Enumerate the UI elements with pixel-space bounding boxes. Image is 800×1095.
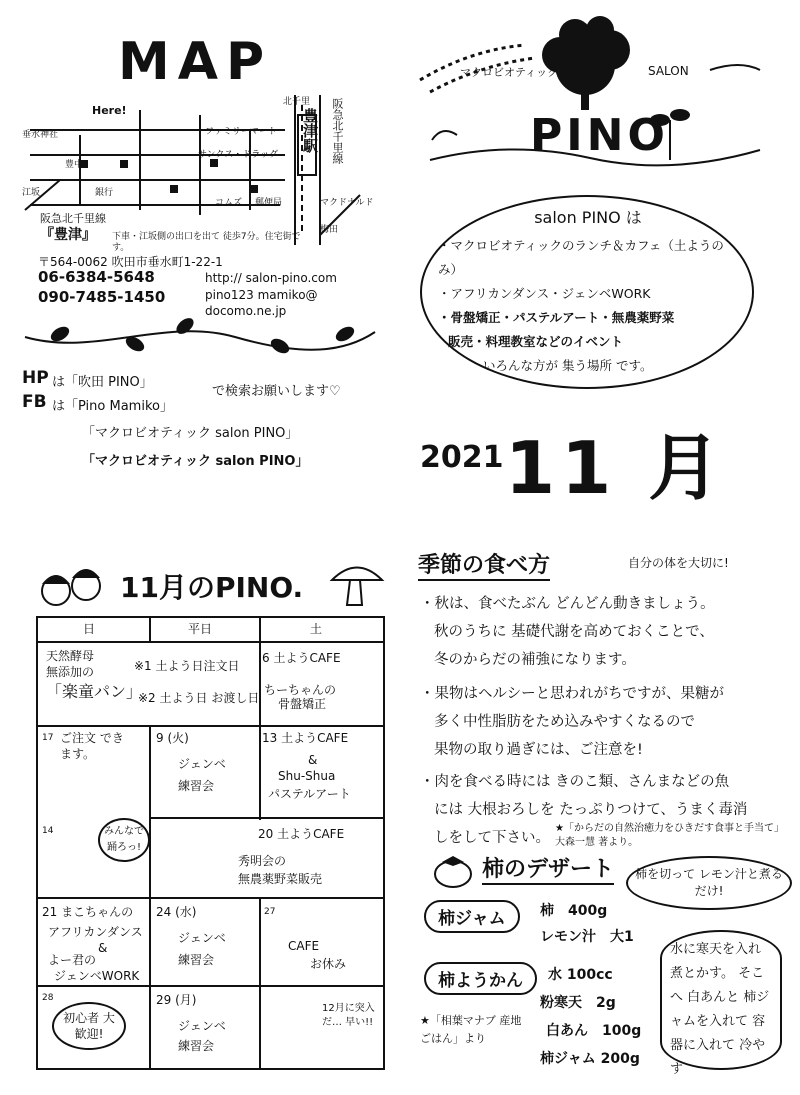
season-p3-line: しをして下さい。: [434, 830, 550, 846]
day-17: 17: [42, 733, 54, 743]
season-p1-line: ・秋は、食べたぶん どんどん動きましょう。: [420, 596, 715, 612]
season-p3-line: ・肉を食べる時には きのこ類、さんまなどの魚: [420, 774, 730, 790]
yokan-ingredient: 粉寒天 2g: [540, 995, 616, 1011]
day-20: 20 土ようCAFE: [258, 827, 345, 841]
yokan-ingredient: 柿ジャム 200g: [540, 1051, 640, 1067]
intro-heading: salon PINO は: [534, 208, 642, 227]
dessert-title: 柿のデザート: [482, 852, 614, 885]
day-21-line3: &: [98, 941, 108, 955]
address: 〒564-0062 吹田市垂水町1-22-1: [38, 255, 223, 269]
season-p3-line: には 大根おろしを たっぷりつけて、うまく毒消: [434, 802, 748, 818]
map-label: ファミリーマート: [205, 127, 277, 137]
map-label: 郵便局: [255, 198, 283, 208]
day-24-line2: ジェンベ: [178, 931, 226, 945]
map-label: 北千里: [283, 97, 311, 107]
calendar-grid: [36, 616, 385, 1070]
day-28-bubble: 初心者 大歓迎!: [52, 1002, 126, 1050]
day-14-bubble: みんなで 踊ろっ!: [98, 818, 150, 862]
day-9: 9 (火): [156, 731, 189, 745]
order-day-2: ※2 土よう日 お渡し日: [138, 691, 260, 705]
jam-label: 柿ジャム: [424, 900, 520, 933]
intro-item: ・アフリカンダンス・ジェンベWORK: [438, 286, 651, 301]
email[interactable]: pino123 mamiko@ docomo.ne.jp: [205, 288, 318, 318]
order-note: ご注文 できます。: [60, 731, 124, 761]
header-salon: SALON: [648, 64, 689, 78]
map-label: サンクス・ドラッグ: [198, 150, 279, 160]
day-21-line5: ジェンベWORK: [54, 969, 140, 983]
day-29-line2: ジェンベ: [178, 1019, 226, 1033]
website[interactable]: http:// salon-pino.com: [205, 271, 337, 285]
fb-text: は「Pino Mamiko」: [52, 399, 173, 414]
day-21-line4: よー君の: [48, 953, 97, 967]
season-p1-line: 冬のからだの補強になります。: [434, 652, 636, 668]
pino-logo: PINO: [530, 110, 669, 161]
intro-text: [438, 205, 738, 378]
season-aside: 自分の体を大切に!: [628, 556, 729, 570]
map-label: 梅田: [320, 225, 339, 235]
calendar-header-weekday: 平日: [188, 622, 213, 636]
leaf-vine: [15, 312, 385, 362]
day-6-line3: 骨盤矯正: [278, 697, 327, 711]
day-6: 6 土ようCAFE: [262, 651, 341, 665]
day-13-line4: パステルアート: [268, 787, 351, 801]
year: 2021: [420, 440, 504, 475]
season-p2-line: 果物の取り過ぎには、ご注意を!: [434, 742, 643, 758]
day-14: 14: [42, 826, 54, 836]
day-21-line2: アフリカンダンス: [48, 925, 143, 939]
jam-ingredient: レモン汁 大1: [540, 929, 634, 945]
day-21: 21 まこちゃんの: [42, 905, 134, 919]
season-p2-line: 多く中性脂肪をため込みやすくなるので: [434, 714, 695, 730]
day-6-line2: ちーちゃんの: [264, 683, 337, 697]
map-label: マクドナルド: [320, 198, 374, 208]
line-vertical: 阪急北千里線: [331, 98, 344, 164]
map-label: 垂水神社: [22, 130, 59, 140]
jam-ingredient: 柿 400g: [540, 903, 608, 919]
hp-text: は「吹田 PINO」: [52, 375, 153, 390]
acorn-illustration: [28, 556, 118, 616]
map-label: 江坂: [22, 188, 41, 198]
intro-item: いろんな方が 集う場所 です。: [483, 358, 653, 373]
search-suffix: で検索お願いします♡: [212, 384, 341, 399]
persimmon-icon: [430, 850, 476, 890]
day-20-line3: 無農薬野菜販売: [238, 872, 323, 886]
calendar-header-sat: 土: [310, 622, 323, 636]
yokan-ingredient: 水 100cc: [548, 967, 613, 983]
day-29-line3: 練習会: [178, 1039, 215, 1053]
season-body: [420, 590, 780, 852]
day-20-line2: 秀明会の: [238, 854, 287, 868]
day-9-line3: 練習会: [178, 779, 215, 793]
december-note: 12月に突入だ… 早い!!: [322, 1003, 375, 1028]
fb-text-3: 「マクロビオティック salon PINO」: [82, 454, 309, 469]
mobile-phone: 090-7485-1450: [38, 288, 166, 306]
intro-item: ・マクロビオティックのランチ＆カフェ（土ようのみ）: [438, 238, 724, 277]
mushroom-illustration: [322, 555, 392, 610]
hp-label: HP: [22, 368, 49, 388]
map-label: 銀行: [95, 188, 114, 198]
day-13-line2: &: [308, 753, 318, 767]
intro-item: ・骨盤矯正・パステルアート・無農薬野菜: [438, 310, 675, 325]
bread-name: 「楽童パン」: [46, 682, 143, 701]
day-27-line2: CAFE: [288, 939, 320, 953]
day-27-line3: お休み: [310, 957, 347, 971]
day-24: 24 (水): [156, 905, 197, 919]
station-name: 『豊津』: [40, 227, 96, 243]
book-source: ★「相葉マナブ 産地ごはん」より: [420, 1014, 522, 1045]
fb-text-2: 「マクロビオティック salon PINO」: [82, 426, 299, 441]
station-line: 阪急北千里線: [40, 212, 106, 225]
season-reference: ★「からだの自然治癒力をひきだす食事と手当て」大森一慧 著より。: [555, 823, 784, 848]
order-day-1: ※1 土よう日注文日: [134, 659, 240, 673]
map-label: コムズ: [215, 198, 243, 208]
station-vertical: 豊津駅: [301, 108, 319, 153]
here-marker: Here!: [92, 104, 127, 117]
fb-label: FB: [22, 392, 47, 412]
dessert-tip: 柿を切って レモン汁と煮るだけ!: [626, 856, 792, 910]
day-13-line3: Shu-Shua: [278, 769, 336, 783]
natural-yeast-note: 天然酵母 無添加の: [46, 649, 95, 679]
day-9-line2: ジェンベ: [178, 757, 226, 771]
station-directions: 下車・江坂側の出口を出て 徒歩7分。住宅街です。: [112, 232, 301, 253]
day-28: 28: [42, 993, 54, 1003]
header-subtitle: マクロビオティック: [460, 66, 559, 79]
yokan-label: 柿ようかん: [424, 962, 537, 995]
day-27: 27: [264, 907, 276, 917]
yokan-instructions: 水に寒天を入れ 煮とかす。 そこへ 白あんと 柿ジャムを入れて 容器に入れて 冷やす: [660, 930, 782, 1070]
phone: 06-6384-5648: [38, 268, 155, 286]
calendar-header-sun: 日: [83, 622, 96, 636]
day-29: 29 (月): [156, 993, 197, 1007]
yokan-ingredient: 白あん 100g: [546, 1023, 642, 1039]
map-title: MAP: [118, 32, 273, 92]
season-title: 季節の食べ方: [418, 548, 550, 581]
day-13: 13 土ようCAFE: [262, 731, 349, 745]
intro-item: 販売・料理教室などのイベント: [448, 334, 624, 349]
season-p2-line: ・果物はヘルシーと思われがちですが、果糖が: [420, 686, 724, 702]
month: 11 月: [505, 426, 727, 510]
map-label: 豊中: [65, 160, 84, 170]
day-24-line3: 練習会: [178, 953, 215, 967]
season-p1-line: 秋のうちに 基礎代謝を高めておくことで、: [434, 624, 714, 640]
calendar-title: 11月のPINO.: [120, 571, 304, 604]
